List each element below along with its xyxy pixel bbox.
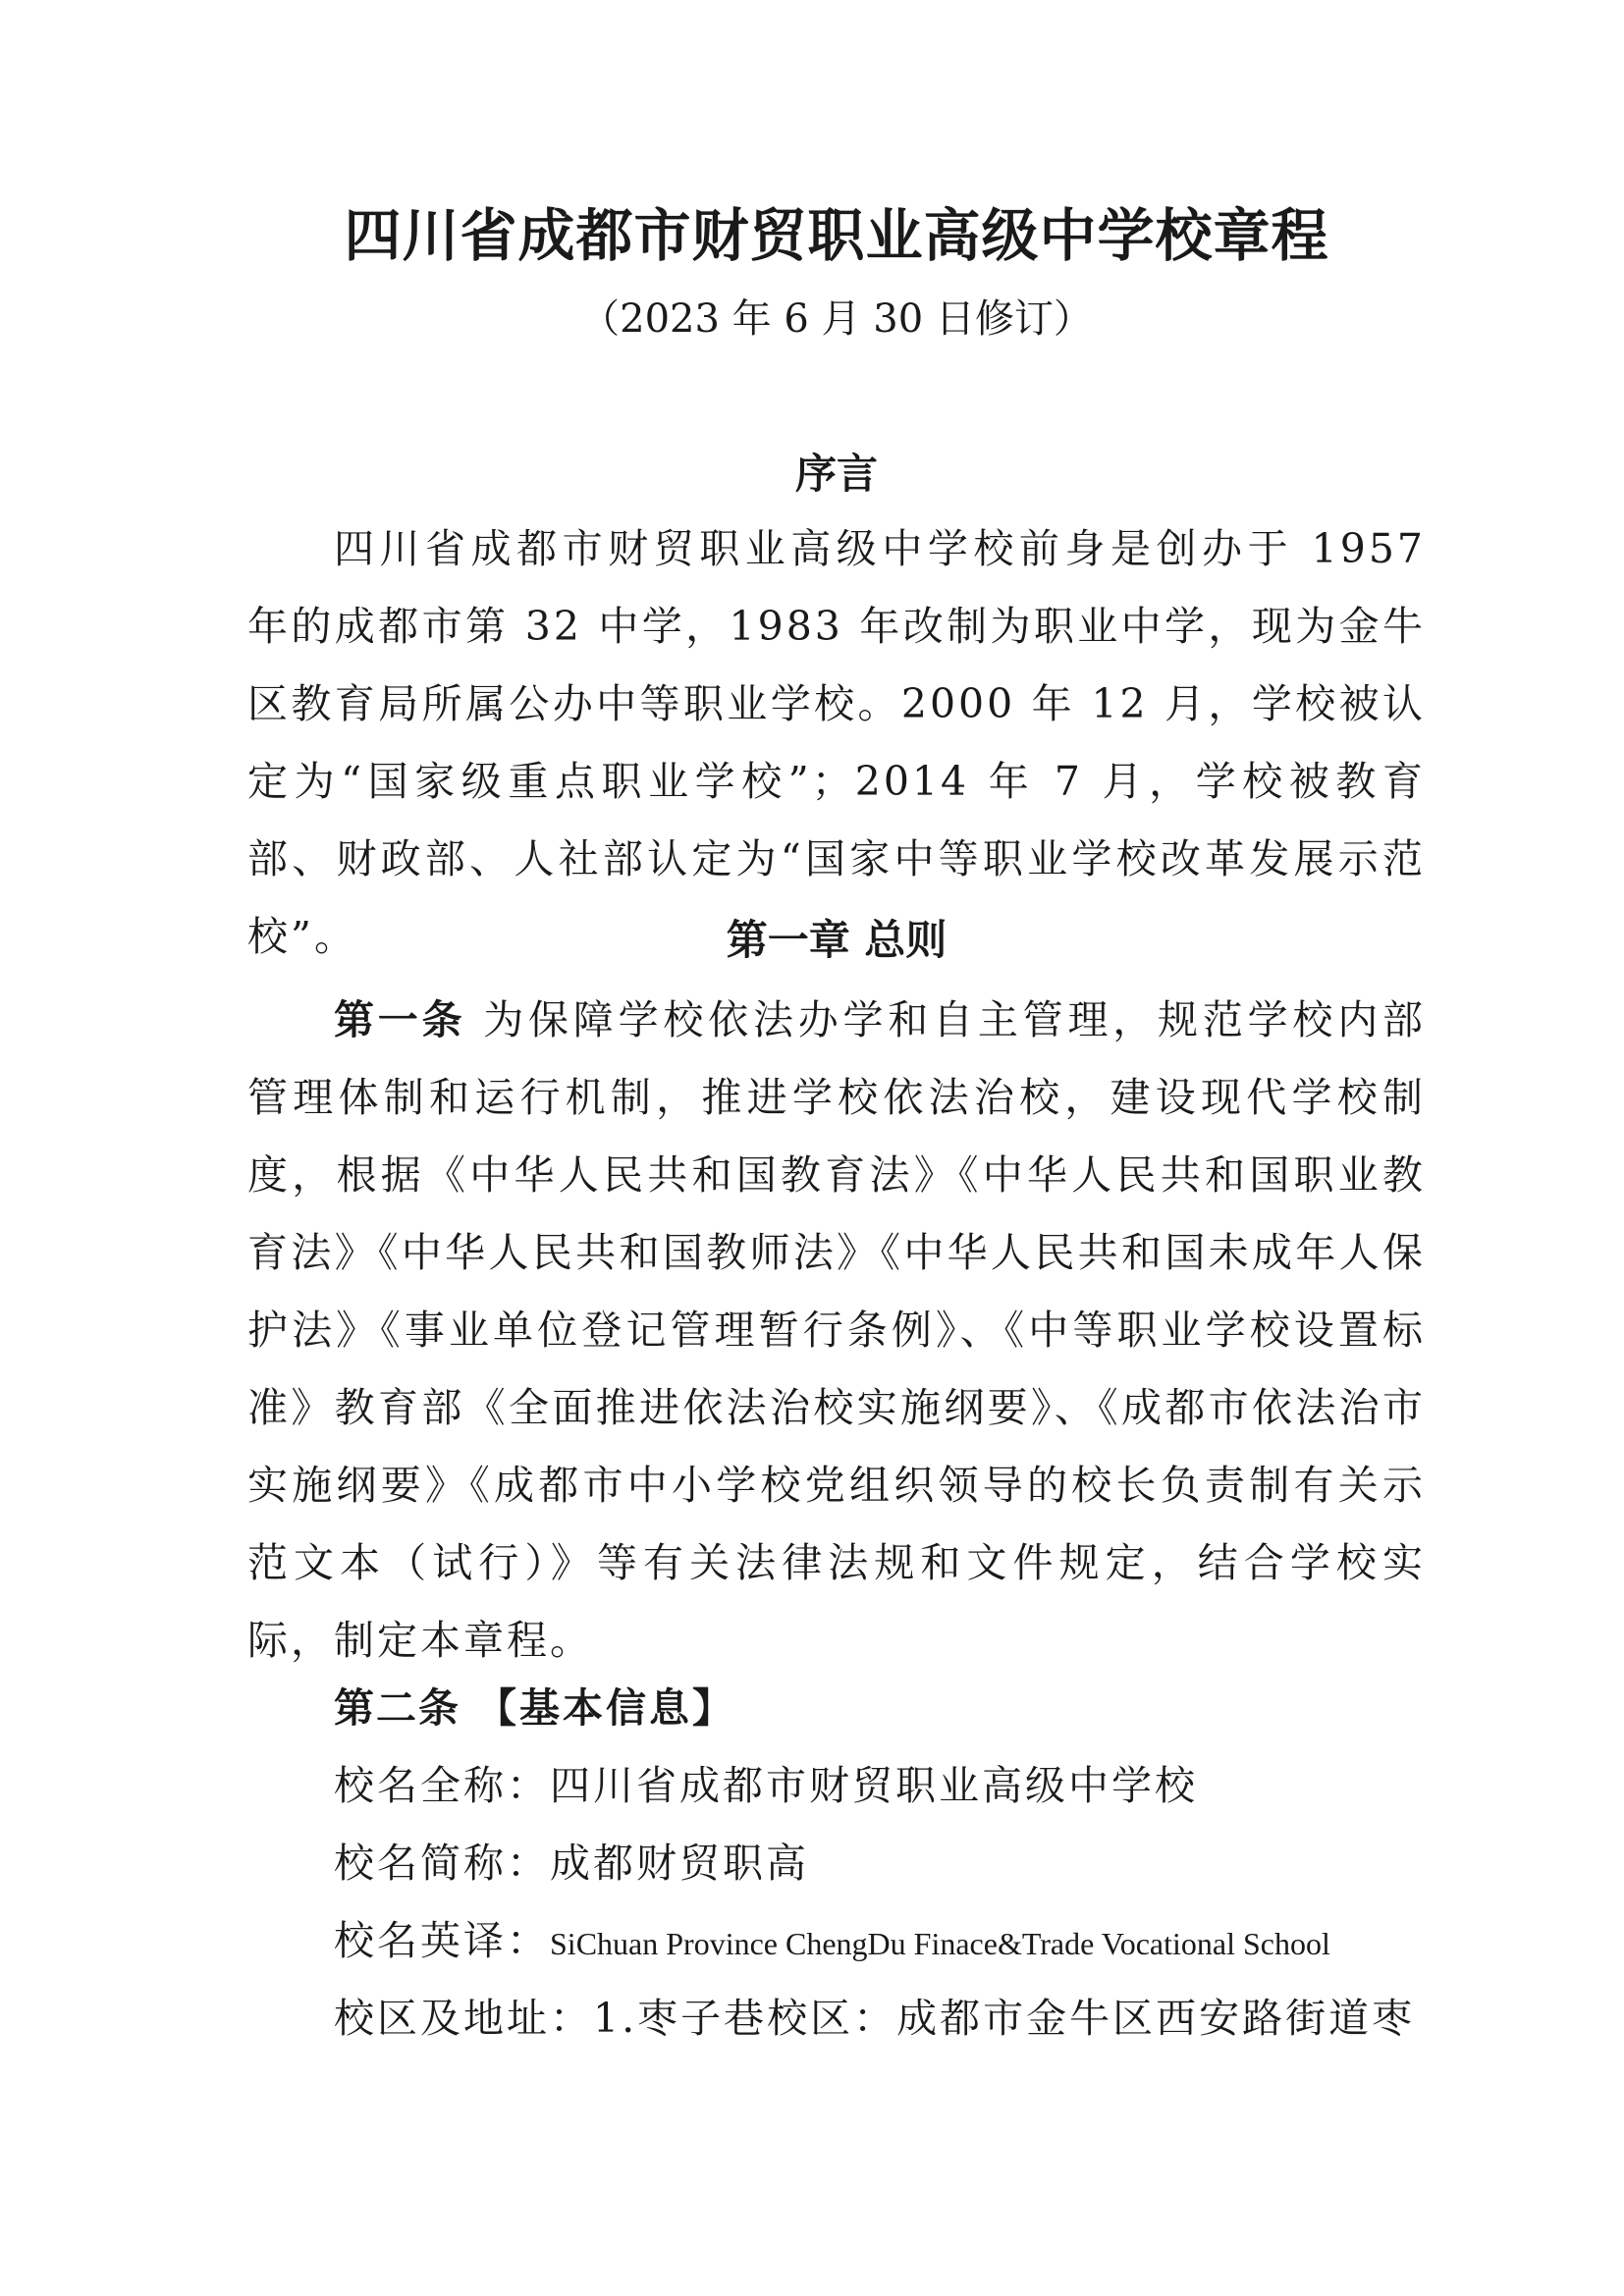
article-2-bracket: 【基本信息】: [476, 1684, 736, 1732]
short-name-value: 成都财贸职高: [550, 1840, 809, 1887]
chapter-heading: 第一章 总则: [726, 916, 947, 964]
short-name-label: 校名简称：: [334, 1840, 550, 1887]
article-2-label: 第二条: [334, 1684, 460, 1732]
short-name-line: [334, 1836, 1426, 1891]
article-1-text: 为保障学校依法办学和自主管理，规范学校内部管理体制和运行机制，推进学校依法治校，建设现代学校制度，根据《中华人民共和国教育法》《中华人民共和国职业教育法》《中华人民共和国教师法》《中华人民共和国未成年人保护法》《事业单位登记管理暂行条例》、《中等职业学校设置标准》教育部《全面推进依法治校实施纲要》、《成都市依法治市实施纲要》《成都市中小学校党组织领导的校长负责制有关示范文本（试行）》等有关法律法规和文件规定，结合学校实际，制定本章程。: [247, 996, 1426, 1664]
english-name-line: [334, 1913, 1426, 1971]
english-name-value: SiChuan Province ChengDu Finace&Trade Vocational School: [550, 1926, 1330, 1961]
english-name-label: 校名英译：: [334, 1917, 550, 1964]
full-name-line: [334, 1758, 1426, 1813]
campus-label: 校区及地址：: [334, 1995, 593, 2042]
document-title: 四川省成都市财贸职业高级中学校章程: [344, 202, 1329, 269]
full-name-label: 校名全称：: [334, 1762, 550, 1809]
campus-line: [334, 1991, 1426, 2046]
campus-value: 1.枣子巷校区：成都市金牛区西安路街道枣: [593, 1995, 1416, 2042]
article-1-label: 第一条: [334, 996, 466, 1043]
revision-date: （2023 年 6 月 30 日修订）: [580, 296, 1093, 342]
preface-paragraph: 四川省成都市财贸职业高级中学校前身是创办于 1957 年的成都市第 32 中学，1983 年改制为职业中学，现为金牛区教育局所属公办中等职业学校。2000 年 12 月，学校被认定为“国家级重点职业学校”；2014 年 7 月，学校被教育部、财政部、人社部认定为“国家中等职业学校改革发展示范校”。: [247, 525, 1426, 960]
article-2-header: [334, 1681, 1426, 1735]
full-name-value: 四川省成都市财贸职业高级中学校: [550, 1762, 1198, 1809]
article-1: [247, 982, 1426, 1680]
preface-heading: 序言: [794, 450, 878, 498]
